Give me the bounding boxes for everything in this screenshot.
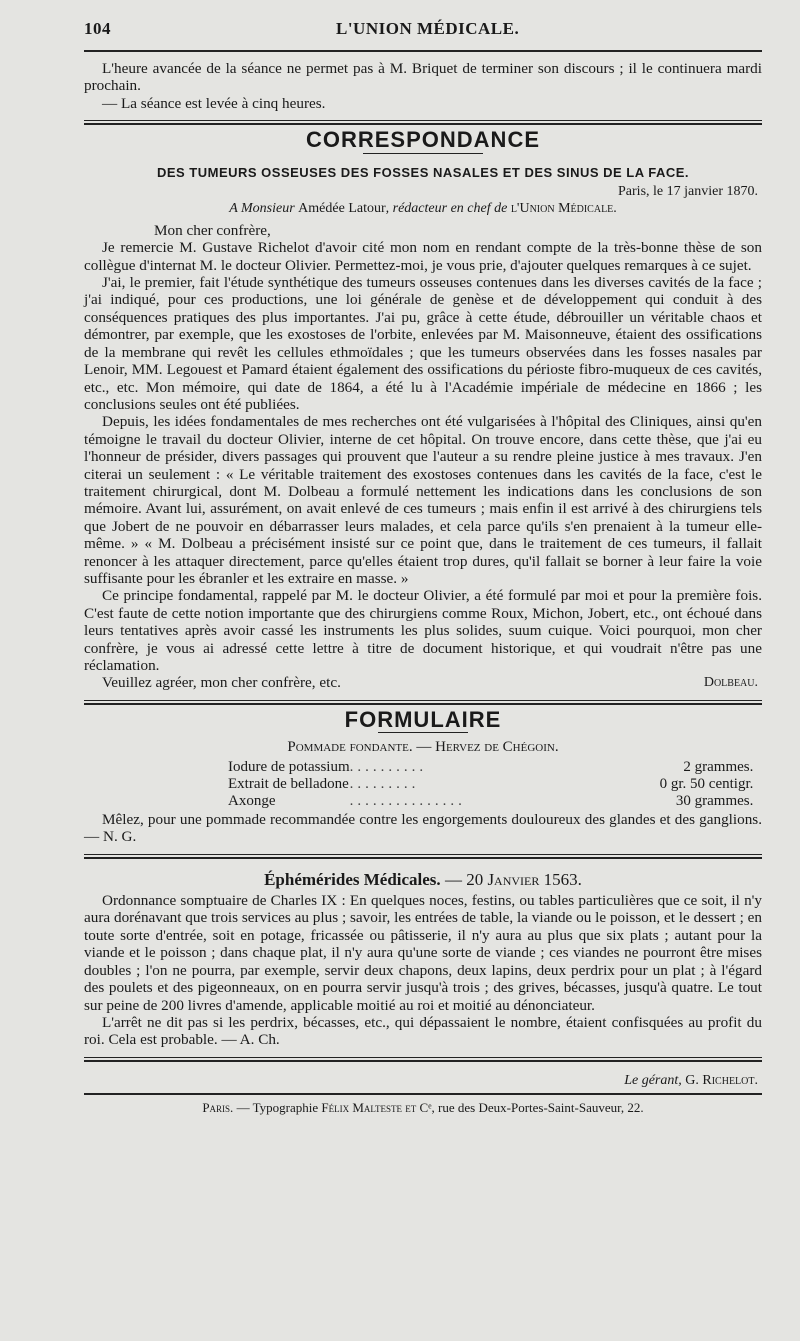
ephemerides-paragraph: L'arrêt ne dit pas si les perdrix, bécasses, etc., qui dépassaient le nombre, étaient confisquées au profit du roi. Cela est probable. — A. Ch. <box>84 1013 762 1049</box>
ingredient-quantity: 30 grammes. <box>675 793 754 810</box>
section-divider <box>84 120 762 125</box>
ingredient-name: Iodure de potassium <box>228 758 350 775</box>
signature: Dolbeau. <box>703 675 758 691</box>
section-divider <box>84 700 762 705</box>
addressee-role: , rédacteur en chef de <box>385 201 511 217</box>
intro-block <box>84 60 762 112</box>
manager-name: G. Richelot. <box>685 1072 758 1088</box>
letter-date: Paris, le 17 janvier 1870. <box>618 184 758 200</box>
article-subtitle: DES TUMEURS OSSEUSES DES FOSSES NASALES ET DES SINUS DE LA FACE. <box>156 164 690 180</box>
ingredient-row <box>228 793 753 810</box>
leader-dots: ......... <box>349 776 420 793</box>
leader-dots: .......... <box>349 758 428 775</box>
addressee-name: Amédée Latour <box>298 201 386 217</box>
addressee-prefix: A Monsieur <box>229 201 295 217</box>
manager-line <box>84 1072 758 1089</box>
ingredient-table <box>228 759 753 811</box>
ephemerides-title: Éphémérides Médicales. <box>264 869 441 889</box>
intro-line: L'heure avancée de la séance ne permet pas à M. Briquet de terminer son discours ; il le continuera mardi prochain. <box>84 60 762 95</box>
closing-formula: Veuillez agréer, mon cher confrère, etc. <box>102 674 341 692</box>
imprint-printer: Félix Malteste et Cᵉ, <box>321 1100 435 1116</box>
ephemerides-section <box>84 871 762 1049</box>
imprint-line <box>84 1099 762 1116</box>
section-title: FORMULAIRE <box>344 706 502 732</box>
footer-divider <box>84 1057 762 1062</box>
section-divider <box>84 854 762 859</box>
letter-paragraph: Depuis, les idées fondamentales de mes recherches ont été vulgarisées à l'hôpital des Cliniques, ainsi qu'en témoigne le travail du docteur Olivier, interne de cet hôpital. On trouve encore, dans cette thèse, que j'ai eu l'honneur de présider, divers passages qui prouvent que l'auteur a su rendre pleine justice à mes travaux. J'en citerai un seulement : « Le véritable traitement des exostoses contenues dans les cavités de la face, c'est le traitement chirurgical, dont M. Dolbeau a formulé nettement les indications dans les conclusions de son mémoire. Avant lui, assurément, on avait enlevé de ces tumeurs ; mais enfin il est arrivé à des chirurgiens tels que Jobert de ne pouvoir en débarrasser leurs malades, et cela parce qu'ils s'en prenaient à la tumeur elle-même. » « M. Dolbeau a précisément insisté sur ce point que, dans le traitement de ces tumeurs, il fallait renoncer à les attaquer directement, parce qu'elles étaient trop dures, qu'il fallait se borner à leur faire la voie suffisante pour les ébranler et les extraire en masse. » <box>84 413 762 587</box>
recipe-instructions: Mêlez, pour une pommade recommandée contre les engorgements douloureux des glandes et des ganglions. — N. G. <box>84 810 762 846</box>
letter-paragraph: J'ai, le premier, fait l'étude synthétique des tumeurs osseuses contenues dans les diverses cavités de la face ; j'ai indiqué, pour ces productions, une loi générale de genèse et de développement qui conduit à des conséquences pratiques des plus importantes. J'ai pu, grâce à cette étude, débrouiller un véritable chaos et démontrer, par exemple, que les exostoses de l'orbite, enlevées par M. Maisonneuve, étaient des ossifications de la membrane qui revêt les cellules ethmoïdales ; que les tumeurs observées dans les fosses nasales par Lenoir, MM. Legouest et Pamard étaient également des ossifications du périoste fibro-muqueux de ces cavités, etc., etc. Mon mémoire, qui date de 1864, a été lu à l'Académie impériale de médecine en 1866 ; les conclusions seules ont été publiées. <box>84 274 762 413</box>
ephemerides-date: — 20 Janvier 1563. <box>444 869 582 889</box>
letter-closing-line <box>84 674 762 691</box>
ephemerides-heading <box>84 871 762 888</box>
imprint-address: rue des Deux-Portes-Saint-Sauveur, 22. <box>438 1100 644 1116</box>
leader-dots: ............... <box>349 793 466 810</box>
ingredient-quantity: 2 grammes. <box>683 758 754 775</box>
page-header <box>84 18 762 44</box>
addressee-journal: l'Union Médicale. <box>510 201 617 217</box>
ingredient-quantity: 0 gr. 50 centigr. <box>659 776 754 793</box>
ingredient-row <box>228 759 753 776</box>
correspondance-section <box>84 127 762 692</box>
recipe-name: Pommade fondante. <box>287 739 413 756</box>
ingredient-name: Axonge <box>228 793 276 810</box>
imprint-text: — Typographie <box>236 1100 319 1116</box>
running-title: L'UNION MÉDICALE. <box>336 19 520 38</box>
ephemerides-paragraph: Ordonnance somptuaire de Charles IX : En quelques noces, festins, ou tables particulières que ce soit, il n'y aura dorénavant que trois services au plus ; savoir, les entrées de table, la viande ou le poisson, et le dessert ; en toute sorte d'entrée, soit en potage, fricassée ou pâtisserie, il n'y aura au plus que six plats ; autant pour la viande et le poisson ; dans chaque plat, il n'y aura qu'une sorte de viande ; ces viandes ne pourront être mises doubles ; l'on ne pourra, par exemple, servir deux chapons, deux lapins, deux perdrix pour un plat ; à l'égard des poulets et des pigeonneaux, on en pourra servir jusqu'à trois ; des grives, bécasses, jusqu'à quatre. Le tout sur peine de 200 livres d'amende, applicable moitié au roi et moitié au dénonciateur. <box>84 892 762 1014</box>
ingredient-row <box>228 776 753 793</box>
title-underline <box>378 732 468 733</box>
imprint-rule <box>84 1093 762 1095</box>
intro-line: — La séance est levée à cinq heures. <box>102 94 326 112</box>
recipe-heading <box>84 739 762 756</box>
salutation: Mon cher confrère, <box>154 221 271 239</box>
letter-paragraph: Je remercie M. Gustave Richelot d'avoir cité mon nom en rendant compte de la très-bonne thèse de son collègue d'internat M. le docteur Olivier. Permettez-moi, je vous prie, d'ajouter quelques remarques à ce sujet. <box>84 239 762 274</box>
title-underline <box>363 153 483 154</box>
manager-label: Le gérant, <box>624 1072 682 1088</box>
letter-addressee <box>84 200 762 217</box>
header-rule <box>84 50 762 52</box>
imprint-city: Paris. <box>202 1100 234 1116</box>
letter-paragraph: Ce principe fondamental, rappelé par M. le docteur Olivier, a été formulé par moi et pour la première fois. C'est faute de cette notion importante que des chirurgiens comme Roux, Michon, Jobert, etc., ont échoué dans leurs tentatives après avoir cassé les instruments les plus solides, suum cuique. Voici pourquoi, mon cher confrère, je vous ai adressé cette lettre à titre de document historique, et qui voudrait n'être pas une réclamation. <box>84 587 762 674</box>
section-title: CORRESPONDANCE <box>305 127 541 153</box>
page-number: 104 <box>84 19 111 38</box>
ingredient-name: Extrait de belladone <box>228 776 349 793</box>
formulaire-section <box>84 706 762 846</box>
recipe-author: — Hervez de Chégoin. <box>416 739 559 756</box>
